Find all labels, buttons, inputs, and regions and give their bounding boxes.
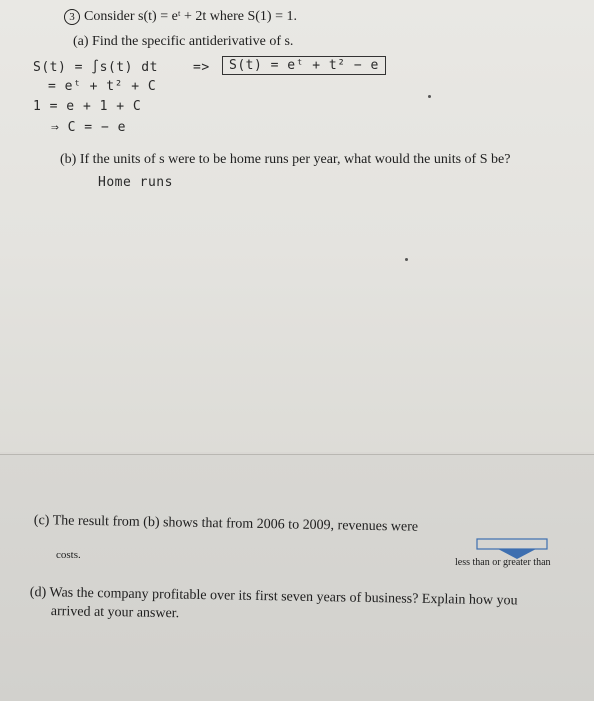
handwritten-step-1: S(t) = ∫s(t) dt [33, 60, 158, 75]
part-c-prompt: (c) The result from (b) shows that from 2006 to 2009, revenues were [33, 513, 419, 535]
worksheet-page-bottom [0, 454, 594, 701]
part-d-prompt-line-2: arrived at your answer. [50, 604, 180, 622]
handwritten-part-b-answer: Home runs [98, 175, 173, 190]
question-3-prompt: Consider s(t) = eᵗ + 2t where S(1) = 1. [84, 9, 297, 25]
paper-speck [428, 95, 431, 98]
question-3-heading [64, 9, 297, 25]
part-c-end-text: costs. [56, 549, 81, 561]
question-number-circle: 3 [64, 9, 80, 25]
paper-speck [405, 258, 408, 261]
part-a-prompt: (a) Find the specific antiderivative of s. [73, 34, 294, 49]
handwritten-arrow: => [193, 60, 210, 75]
part-d-prompt-line-1: (d) Was the company profitable over its first seven years of business? Explain how you [29, 585, 518, 609]
handwritten-boxed-answer: S(t) = eᵗ + t² − e [222, 56, 386, 75]
dropdown-options-text: less than or greater than [455, 557, 551, 568]
part-b-prompt: (b) If the units of s were to be home runs per year, what would the units of S be? [60, 152, 511, 167]
handwritten-step-4: ⇒ C = − e [51, 120, 126, 135]
handwritten-step-3: 1 = e + 1 + C [33, 99, 142, 114]
dropdown-box [477, 539, 547, 549]
handwritten-step-2: = eᵗ + t² + C [48, 79, 157, 94]
